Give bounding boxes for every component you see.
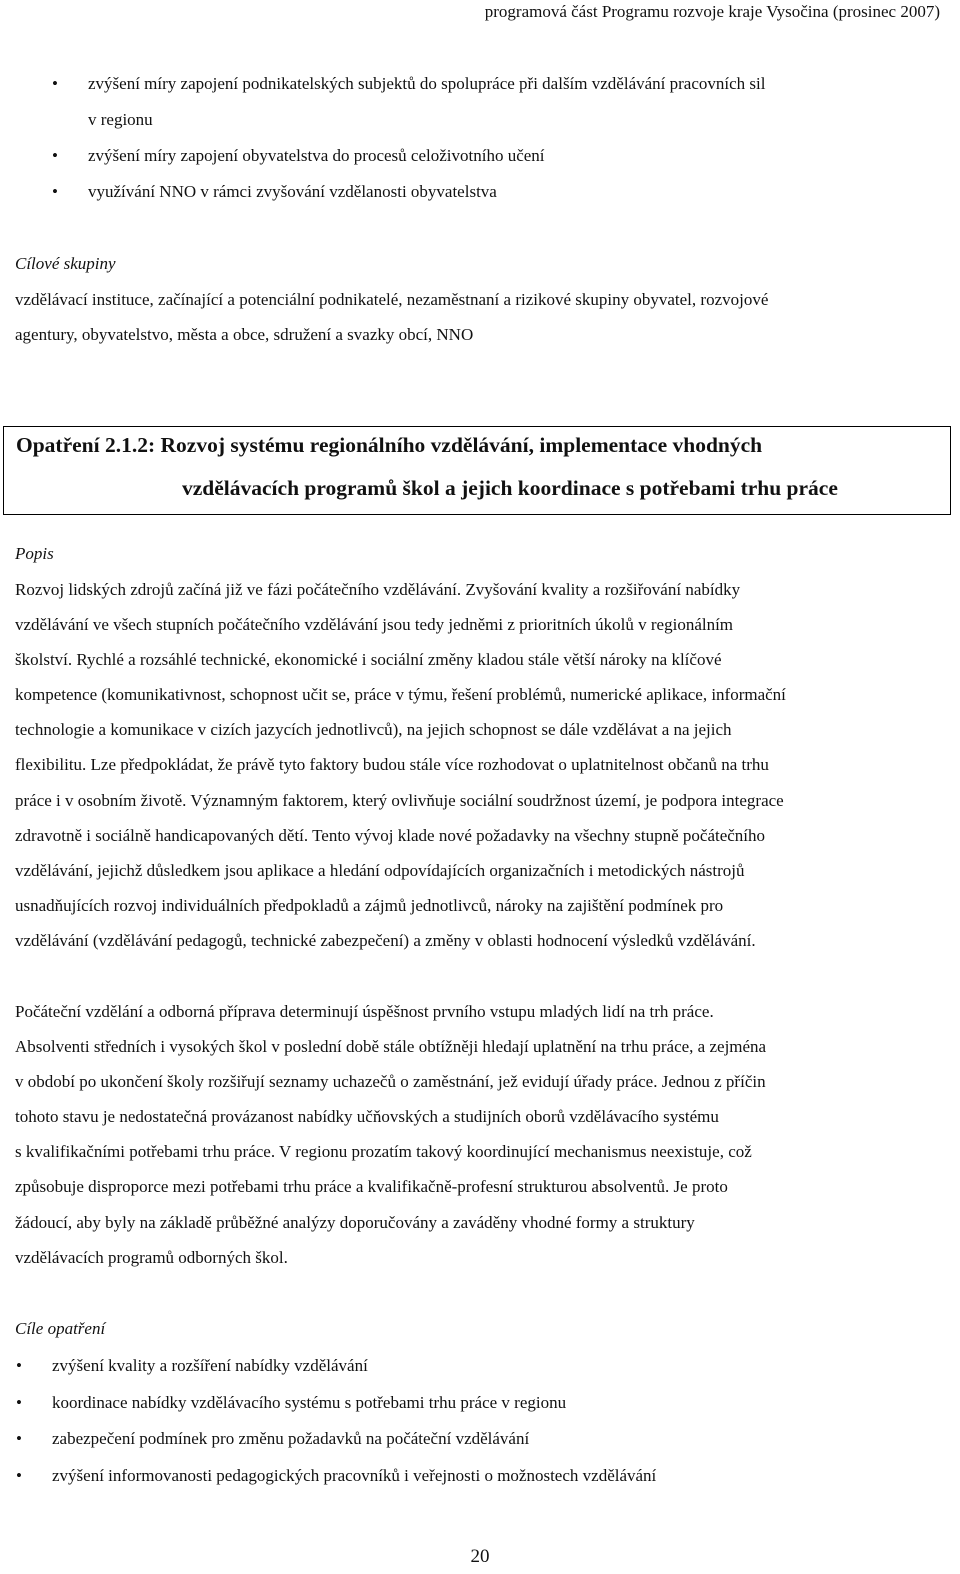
description-heading: Popis [15, 544, 54, 563]
list-item [52, 138, 765, 174]
description-paragraph-2 [15, 994, 950, 1275]
description-paragraph-1 [15, 572, 950, 958]
bullet-icon: • [16, 1356, 22, 1375]
text-line: technologie a komunikace v cizích jazycích jednotlivců), na jejich schopnost se dále vzdělávat a na jejich [15, 720, 732, 740]
running-header: programová část Programu rozvoje kraje Vysočina (prosinec 2007) [484, 2, 940, 21]
bullet-icon: • [16, 1392, 22, 1412]
list-item-text: zabezpečení podmínek pro změnu požadavků na počáteční vzdělávání [52, 1429, 530, 1448]
list-item-text: zvýšení kvality a rozšíření nabídky vzdělávání [52, 1356, 368, 1375]
list-item-text: v regionu [88, 110, 153, 129]
target-groups-text [15, 282, 950, 352]
text-line: Absolventi středních i vysokých škol v poslední době stále obtížněji hledají uplatnění na trhu práce, a zejména [15, 1037, 767, 1057]
text-line: práce i v osobním životě. Významným faktorem, který ovlivňuje sociální soudržnost území, je podpora integrace [15, 790, 784, 810]
text-line: agentury, obyvatelstvo, města a obce, sdružení a svazky obcí, NNO [15, 325, 474, 345]
text-line: flexibilitu. Lze předpokládat, že právě tyto faktory budou stále více rozhodovat o uplatnitelnost občanů na trhu [15, 755, 769, 775]
text-line: Rozvoj lidských zdrojů začíná již ve fázi počátečního vzdělávání. Zvyšování kvality a rozšiřování nabídky [15, 580, 741, 599]
list-item-text: koordinace nabídky vzdělávacího systému s potřebami trhu práce v regionu [52, 1392, 567, 1412]
text-line: tohoto stavu je nedostatečná provázanost nabídky učňovských a studijních oborů vzdělávacího systému [15, 1107, 719, 1127]
measure-title-line1: Opatření 2.1.2: Rozvoj systému regionálního vzdělávání, implementace vhodných [16, 433, 763, 457]
list-item [16, 1348, 656, 1385]
measure-title-line2: vzdělávacích programů škol a jejich koordinace s potřebami trhu práce [182, 476, 838, 500]
list-item-text: využívání NNO v rámci zvyšování vzdělanosti obyvatelstva [88, 182, 497, 201]
list-item [52, 174, 765, 210]
list-item-continuation [88, 102, 765, 138]
list-item-text: zvýšení míry zapojení obyvatelstva do procesů celoživotního učení [88, 146, 545, 165]
list-item-text: zvýšení míry zapojení podnikatelských subjektů do spolupráce při dalším vzdělávání pracovních sil [88, 74, 766, 93]
goals-heading: Cíle opatření [15, 1319, 106, 1338]
text-line: v období po ukončení školy rozšiřují seznamy uchazečů o zaměstnání, jež evidují úřady práce. Jednou z příčin [15, 1072, 766, 1092]
page-number: 20 [470, 1546, 490, 1567]
text-line: způsobuje disproporce mezi potřebami trhu práce a kvalifikačně-profesní strukturou absolventů. Je proto [15, 1177, 728, 1197]
target-groups-heading: Cílové skupiny [15, 254, 116, 273]
text-line: Počáteční vzdělání a odborná příprava determinují úspěšnost prvního vstupu mladých lidí na trh práce. [15, 1002, 714, 1021]
text-line: s kvalifikačními potřebami trhu práce. V regionu prozatím takový koordinující mechanismus neexistuje, což [15, 1142, 752, 1162]
text-line: zdravotně i sociálně handicapovaných dětí. Tento vývoj klade nové požadavky na všechny stupně počátečního [15, 825, 766, 845]
text-line: vzdělávacích programů odborných škol. [15, 1247, 288, 1267]
measure-title-box [3, 426, 951, 515]
text-line: vzdělávání ve všech stupních počátečního vzdělávání jsou tedy jedněmi z prioritních úkolů v regionálním [15, 615, 734, 635]
text-line: školství. Rychlé a rozsáhlé technické, ekonomické i sociální změny kladou stále větší nároky na klíčové [15, 650, 722, 670]
bullet-icon: • [52, 74, 58, 93]
objectives-list-continued [52, 66, 766, 210]
text-line: vzdělávání (vzdělávání pedagogů, technické zabezpečení) a změny v oblasti hodnocení výsledků vzdělávání. [15, 930, 756, 950]
list-item [16, 1385, 656, 1422]
text-line: kompetence (komunikativnost, schopnost učit se, práce v týmu, řešení problémů, numerické aplikace, informační [15, 685, 786, 705]
text-line: žádoucí, aby byly na základě průběžné analýzy doporučovány a zaváděny vhodné formy a struktury [15, 1212, 695, 1232]
bullet-icon: • [16, 1465, 22, 1485]
goals-list [16, 1348, 657, 1494]
text-line: vzdělávání, jejichž důsledkem jsou aplikace a hledání odpovídajících organizačních i metodických nástrojů [15, 860, 745, 880]
text-line: vzdělávací instituce, začínající a potenciální podnikatelé, nezaměstnaní a rizikové skupiny obyvatel, rozvojové [15, 290, 769, 309]
text-line: usnadňujících rozvoj individuálních předpokladů a zájmů jednotlivců, nároky na zajištění podmínek pro [15, 895, 724, 915]
list-item [16, 1421, 656, 1458]
list-item [16, 1458, 657, 1495]
list-item [52, 66, 766, 102]
bullet-icon: • [52, 182, 58, 201]
bullet-icon: • [16, 1429, 22, 1448]
bullet-icon: • [52, 146, 58, 165]
list-item-text: zvýšení informovanosti pedagogických pracovníků i veřejnosti o možnostech vzdělávání [52, 1465, 657, 1485]
